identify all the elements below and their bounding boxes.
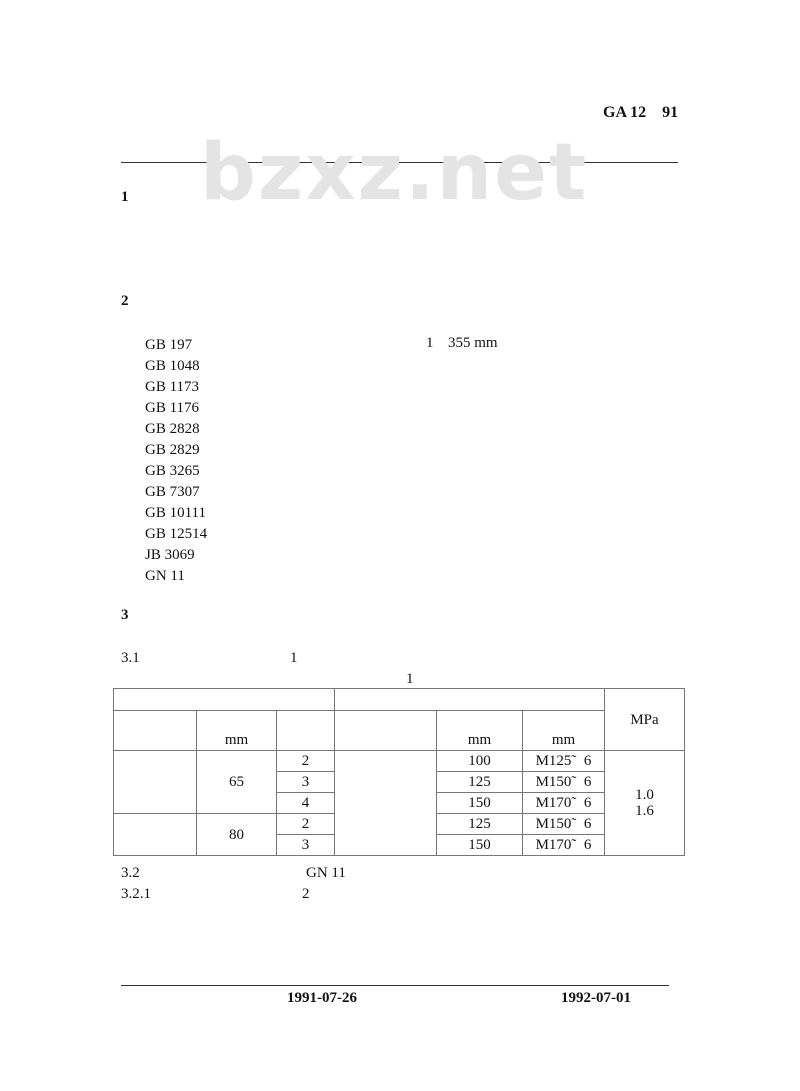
reference-item: GN 11 [145,568,185,584]
table-caption: 1 [406,671,414,687]
clause-3-2-1-ref: 2 [302,886,310,902]
pressure-unit-cell: MPa [605,689,685,751]
reference-item: GB 2828 [145,421,200,437]
header-blank [335,711,437,751]
standard-code: GA 12 91 [603,104,679,121]
reference-item: GB 1048 [145,358,200,374]
issue-date: 1991-07-26 [287,990,357,1006]
thread-cell: M150˜ 6 [523,814,605,835]
footer-rule [121,985,669,986]
header-diameter-unit: mm [437,711,523,751]
clause-3-1-table-ref: 1 [290,650,298,666]
reference-item: JB 3069 [145,547,195,563]
size-cell: 65 [197,751,277,814]
section-2-heading: 2 [121,293,129,309]
reference-item: GB 12514 [145,526,208,542]
note-number: 1 [426,335,434,351]
reference-item: GB 2829 [145,442,200,458]
diameter-cell: 100 [437,751,523,772]
section-3-heading: 3 [121,607,129,623]
reference-item: GB 10111 [145,505,206,521]
thread-cell: M170˜ 6 [523,835,605,856]
watermark: bzxz.net [200,128,589,218]
thread-cell: M125˜ 6 [523,751,605,772]
clause-3-2-1-number: 3.2.1 [121,886,151,902]
diameter-cell: 125 [437,772,523,793]
reference-list [145,335,207,587]
note-text: 355 mm [448,335,498,351]
reference-item: GB 7307 [145,484,200,500]
header-thread-unit: mm [523,711,605,751]
reference-item: GB 1173 [145,379,200,395]
thread-cell: M170˜ 6 [523,793,605,814]
header-group-left [114,689,335,711]
pressure-values-cell [605,751,685,856]
clause-3-1-number: 3.1 [121,650,140,666]
size-cell: 80 [197,814,277,856]
type-cell [114,751,197,814]
count-cell: 3 [277,835,335,856]
count-cell: 3 [277,772,335,793]
reference-item: GB 3265 [145,463,200,479]
clause-3-2-number: 3.2 [121,865,140,881]
count-cell: 4 [277,793,335,814]
section-1-heading: 1 [121,189,129,205]
pressure-value: 1.6 [635,803,654,819]
header-group-right [335,689,605,711]
blank-cell [335,751,437,856]
header-count [277,711,335,751]
spec-table [113,688,685,856]
count-cell: 2 [277,751,335,772]
header-type [114,711,197,751]
effective-date: 1992-07-01 [561,990,631,1006]
thread-cell: M150˜ 6 [523,772,605,793]
header-size-unit: mm [197,711,277,751]
pressure-value: 1.0 [635,787,654,803]
diameter-cell: 150 [437,793,523,814]
count-cell: 2 [277,814,335,835]
type-cell [114,814,197,856]
reference-item: GB 1176 [145,400,200,416]
diameter-cell: 150 [437,835,523,856]
clause-3-2-ref: GN 11 [306,865,346,881]
reference-item: GB 197 [145,337,193,353]
diameter-cell: 125 [437,814,523,835]
